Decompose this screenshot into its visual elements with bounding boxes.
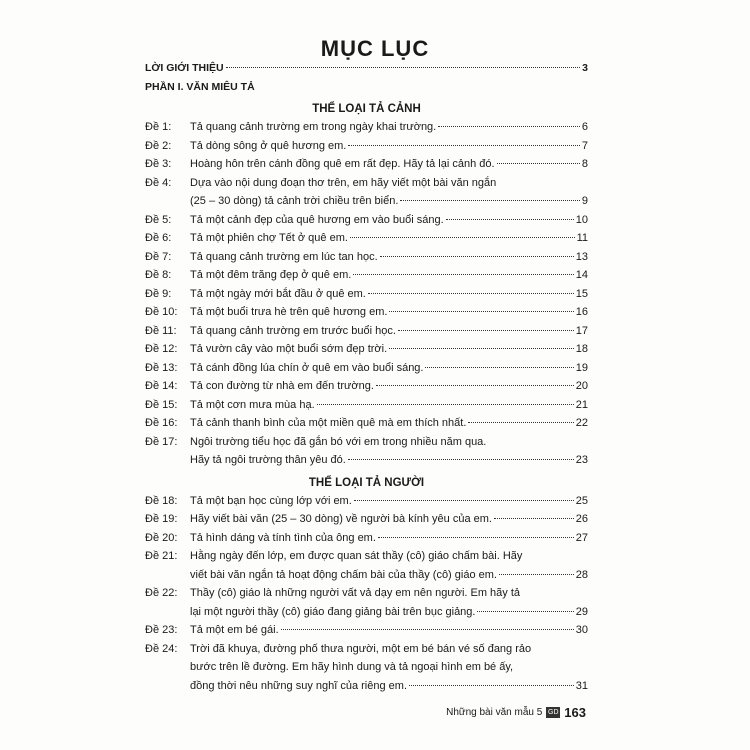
dot-leader	[398, 330, 574, 331]
entry-text: Hãy tả ngôi trường thân yêu đó.	[190, 454, 346, 466]
page-number: 21	[575, 398, 588, 411]
toc-entry	[145, 433, 588, 470]
page-number: 16	[575, 306, 588, 318]
toc-entry	[145, 359, 588, 378]
entry-line	[145, 137, 588, 156]
dot-leader	[438, 126, 580, 127]
entry-line	[145, 118, 588, 137]
entry-label: Đề 7:	[145, 250, 172, 263]
page-number: 22	[575, 417, 588, 429]
entry-line	[145, 229, 588, 248]
dot-leader	[446, 219, 574, 220]
entry-label: Đề 4:	[145, 176, 172, 189]
dot-leader	[376, 385, 574, 386]
page-number: 30	[575, 624, 588, 636]
page-number: 23	[575, 454, 588, 466]
dot-leader	[368, 293, 574, 294]
entry-text: Tả một đêm trăng đẹp ở quê em.	[190, 269, 352, 281]
entry-label: Đề 19:	[145, 513, 178, 525]
page-number: 27	[575, 531, 588, 544]
entry-text: Tả quang cảnh trường em trong ngày khai trường.	[190, 121, 437, 133]
toc-entry	[145, 174, 588, 211]
entry-label: Đề 6:	[145, 232, 172, 244]
page-footer	[446, 705, 586, 720]
entry-text: Tả một bạn học cùng lớp với em.	[190, 494, 352, 507]
toc-entry	[145, 322, 588, 341]
entry-text: Tả một cảnh đẹp của quê hương em vào buổi sáng.	[190, 213, 444, 226]
entry-label: Đề 8:	[145, 269, 172, 281]
dot-leader	[477, 611, 573, 612]
entry-text: Tả một ngày mới bắt đầu ở quê em.	[190, 287, 366, 300]
entry-text: đồng thời nêu những suy nghĩ của riêng em.	[190, 679, 407, 692]
toc-entry	[145, 137, 588, 156]
entry-text: Tả một phiên chợ Tết ở quê em.	[190, 232, 348, 244]
entry-line	[145, 396, 588, 415]
toc-entry	[145, 340, 588, 359]
entry-line	[145, 414, 588, 433]
entry-label: Đề 14:	[145, 380, 178, 392]
entry-line	[145, 285, 588, 304]
entry-label: Đề 24:	[145, 642, 178, 655]
entry-line	[145, 566, 588, 585]
entry-text: Thầy (cô) giáo là những người vất vả dạy em nên người. Em hãy tả	[190, 587, 521, 599]
entry-label: Đề 10:	[145, 306, 178, 318]
entry-line	[145, 155, 588, 174]
dot-leader	[409, 685, 574, 686]
entry-text: Tả con đường từ nhà em đến trường.	[190, 380, 374, 392]
toc-entry	[145, 155, 588, 174]
page-number: 14	[575, 269, 588, 281]
entry-text: Tả hình dáng và tính tình của ông em.	[190, 531, 376, 544]
part-heading: PHẦN I. VĂN MIÊU TẢ	[145, 80, 255, 93]
dot-leader	[317, 404, 574, 405]
entry-line	[145, 359, 588, 378]
toc-entry	[145, 584, 588, 621]
entry-line	[145, 677, 588, 696]
toc-entry	[145, 529, 588, 548]
toc-entry	[145, 396, 588, 415]
page-title: MỤC LỤC	[320, 36, 430, 61]
entry-line	[145, 340, 588, 359]
dot-leader	[378, 537, 574, 538]
page-number: 20	[575, 380, 588, 392]
toc-entry	[145, 492, 588, 511]
entry-line	[145, 510, 588, 529]
dot-leader	[389, 311, 573, 312]
entry-label: Đề 11:	[145, 324, 177, 337]
entry-label: Đề 15:	[145, 398, 178, 411]
entry-label: Đề 21:	[145, 550, 178, 562]
toc-entry	[145, 285, 588, 304]
toc-entry	[145, 266, 588, 285]
entry-text: Tả quang cảnh trường em lúc tan học.	[190, 250, 378, 263]
dot-leader	[354, 500, 574, 501]
entry-text: Tả một buổi trưa hè trên quê hương em.	[190, 306, 388, 318]
entry-label: Đề 9:	[145, 287, 172, 300]
entry-label: Đề 18:	[145, 494, 178, 507]
entry-line	[145, 303, 588, 322]
dot-leader	[497, 163, 580, 164]
dot-leader	[400, 200, 579, 201]
dot-leader	[494, 518, 574, 519]
entry-text: lại một người thầy (cô) giáo đang giảng bài trên bục giảng.	[190, 605, 476, 618]
dot-leader	[281, 629, 574, 630]
page-number: 163	[564, 705, 586, 720]
entry-line	[145, 174, 588, 193]
entry-line	[145, 192, 588, 211]
page-number: 17	[575, 324, 588, 337]
dot-leader	[353, 274, 573, 275]
dot-leader	[425, 367, 573, 368]
entry-line	[145, 603, 588, 622]
entry-text: Ngôi trường tiểu học đã gắn bó với em trong nhiều năm qua.	[190, 435, 487, 448]
entry-text: Tả vườn cây vào một buổi sớm đẹp trời.	[190, 343, 388, 355]
table-of-contents	[145, 59, 588, 695]
page-number: 13	[575, 250, 588, 263]
entry-label: Đề 13:	[145, 361, 178, 374]
entry-text: Dựa vào nội dung đoạn thơ trên, em hãy viết một bài văn ngắn	[190, 176, 497, 189]
page-number: 28	[575, 568, 588, 581]
entry-text: Tả cảnh thanh bình của một miền quê mà em thích nhất.	[190, 417, 467, 429]
page-number: 31	[575, 679, 588, 692]
toc-entry	[145, 118, 588, 137]
entry-text: Hằng ngày đến lớp, em được quan sát thầy (cô) giáo chấm bài. Hãy	[190, 550, 523, 562]
intro-label: LỜI GIỚI THIỆU	[145, 62, 224, 74]
page-number: 25	[575, 494, 588, 507]
entry-line	[145, 529, 588, 548]
entry-line	[145, 621, 588, 640]
entry-line	[145, 658, 588, 677]
toc-entry	[145, 229, 588, 248]
page-number: 8	[581, 158, 588, 170]
toc-entry	[145, 621, 588, 640]
toc-entry	[145, 510, 588, 529]
entry-line	[145, 433, 588, 452]
entry-line	[145, 248, 588, 267]
publisher-logo: GD	[548, 709, 559, 716]
dot-leader	[350, 237, 575, 238]
page-number: 3	[582, 62, 588, 74]
dot-leader	[499, 574, 574, 575]
page-number: 29	[575, 605, 588, 618]
section-heading: THỂ LOẠI TẢ NGƯỜI	[308, 476, 425, 489]
page-number: 10	[575, 213, 588, 226]
entry-label: Đề 22:	[145, 587, 178, 599]
dot-leader	[468, 422, 573, 423]
entry-label: Đề 3:	[145, 158, 172, 170]
entry-text: viết bài văn ngắn tả hoạt động chấm bài của thầy (cô) giáo em.	[190, 568, 497, 581]
entry-text: Tả quang cảnh trường em trước buổi học.	[190, 324, 396, 337]
page-number: 6	[581, 121, 588, 133]
dot-leader	[226, 67, 581, 68]
entry-line	[145, 211, 588, 230]
entry-text: (25 – 30 dòng) tả cảnh trời chiều trên biển.	[190, 195, 399, 207]
entry-line	[145, 584, 588, 603]
entry-line	[145, 547, 588, 566]
page-number: 18	[575, 343, 588, 355]
entry-label: Đề 2:	[145, 139, 172, 152]
entry-line	[145, 492, 588, 511]
entry-line	[145, 322, 588, 341]
entry-label: Đề 12:	[145, 343, 178, 355]
entry-text: Hoàng hôn trên cánh đồng quê em rất đẹp. Hãy tả lại cảnh đó.	[190, 158, 495, 170]
entry-label: Đề 23:	[145, 624, 178, 636]
entry-text: Trời đã khuya, đường phố thưa người, một em bé bán vé số đang rảo	[190, 642, 532, 655]
entry-line	[145, 266, 588, 285]
toc-entry	[145, 303, 588, 322]
entry-text: Tả một cơn mưa mùa hạ.	[190, 398, 315, 411]
toc-entry	[145, 377, 588, 396]
entry-text: Tả dòng sông ở quê hương em.	[190, 139, 347, 152]
entry-label: Đề 5:	[145, 213, 172, 226]
entry-label: Đề 17:	[145, 435, 178, 448]
toc-entry	[145, 414, 588, 433]
entry-label: Đề 20:	[145, 531, 178, 544]
page-number: 7	[581, 139, 588, 152]
entry-line	[145, 377, 588, 396]
entry-text: Hãy viết bài văn (25 – 30 dòng) về người bà kính yêu của em.	[190, 513, 492, 525]
entry-label: Đề 1:	[145, 121, 172, 133]
page-number: 19	[575, 361, 588, 374]
entry-text: Tả một em bé gái.	[190, 624, 279, 636]
entry-text: bước trên lề đường. Em hãy hình dung và tả ngoại hình em bé ấy,	[190, 661, 514, 673]
dot-leader	[348, 145, 580, 146]
dot-leader	[380, 256, 574, 257]
entry-label: Đề 16:	[145, 417, 178, 429]
page-number: 15	[575, 287, 588, 300]
book-title: Những bài văn mẫu 5	[446, 707, 543, 718]
toc-entry	[145, 640, 588, 696]
dot-leader	[389, 348, 574, 349]
page-number: 9	[581, 195, 588, 207]
toc-entry	[145, 547, 588, 584]
toc-entry	[145, 248, 588, 267]
entry-text: Tả cánh đồng lúa chín ở quê em vào buổi sáng.	[190, 361, 424, 374]
entry-line	[145, 451, 588, 470]
page-number: 26	[575, 513, 588, 525]
toc-entry	[145, 211, 588, 230]
toc-intro	[145, 59, 588, 78]
entry-line	[145, 640, 588, 659]
section-heading: THỂ LOẠI TẢ CẢNH	[312, 103, 421, 115]
page-number: 11	[576, 232, 588, 244]
dot-leader	[348, 459, 574, 460]
